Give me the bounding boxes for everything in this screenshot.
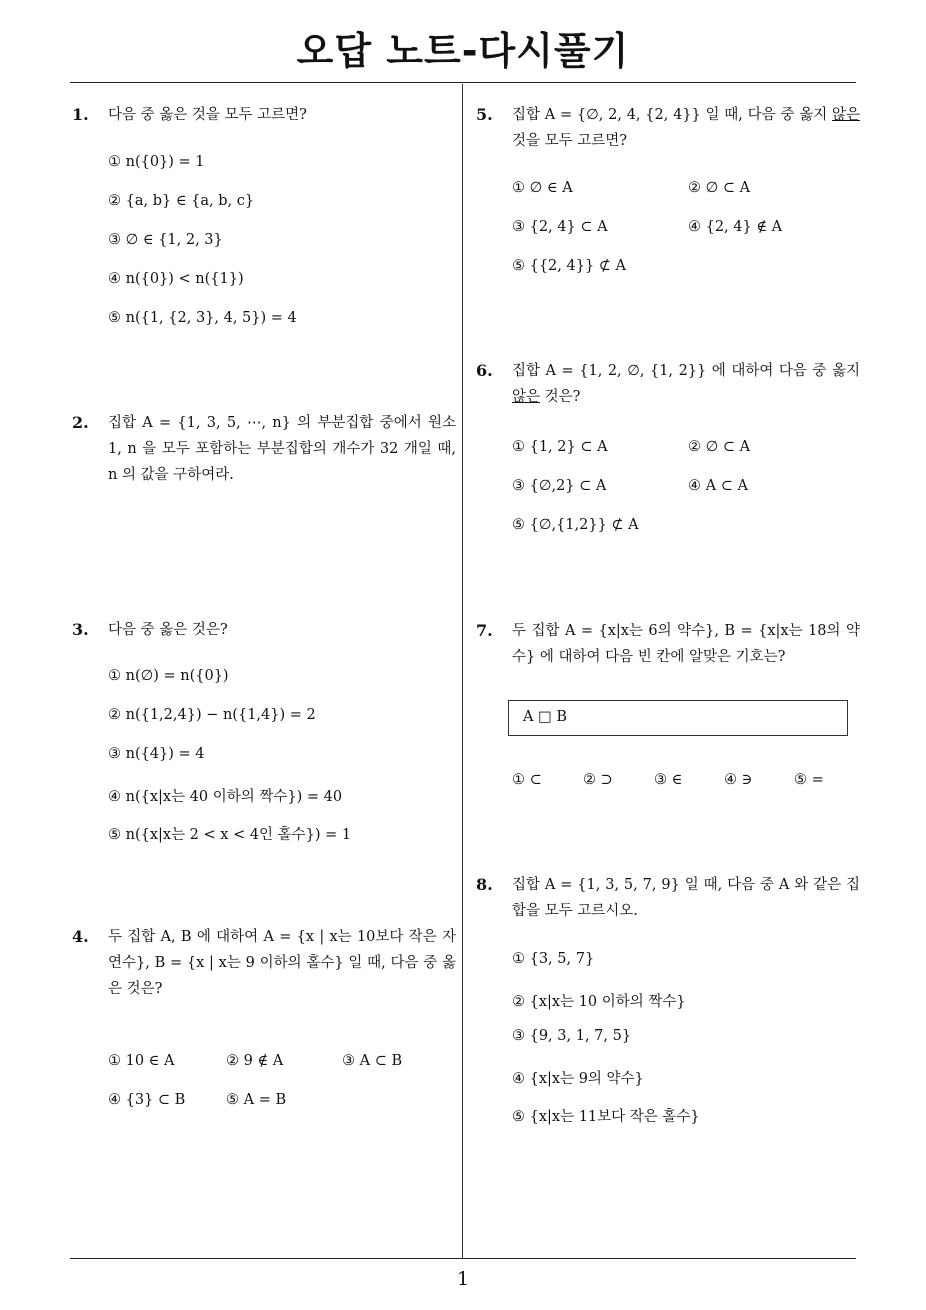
q4-option-4[interactable]: ④ {3} ⊂ B (108, 1092, 186, 1108)
bottom-rule (70, 1258, 856, 1259)
q5-option-5[interactable]: ⑤ {{2, 4}} ⊄ A (512, 258, 627, 274)
question-stem (512, 358, 860, 410)
q6-option-5[interactable]: ⑤ {∅,{1,2}} ⊄ A (512, 517, 639, 533)
q7-option-4[interactable]: ④ ∋ (724, 772, 753, 788)
question-number: 3. (72, 620, 89, 639)
stem-text: 것은? (540, 389, 581, 405)
q8-option-1[interactable]: ① {3, 5, 7} (512, 951, 595, 967)
top-rule (70, 82, 856, 83)
q7-option-5[interactable]: ⑤ = (794, 772, 824, 788)
question-6 (476, 358, 860, 410)
question-stem: 다음 중 옳은 것은? (108, 622, 228, 638)
question-number: 5. (476, 105, 493, 124)
q4-option-1[interactable]: ① 10 ∈ A (108, 1053, 175, 1069)
stem-underlined: 않은 (831, 107, 860, 123)
q7-option-1[interactable]: ① ⊂ (512, 772, 542, 788)
question-stem (512, 102, 860, 154)
stem-text: 집합 A = {∅, 2, 4, {2, 4}} 일 때, 다음 중 옳지 (512, 107, 832, 123)
q1-option-4[interactable]: ④ n({0}) < n({1}) (108, 271, 244, 287)
q1-option-1[interactable]: ① n({0}) = 1 (108, 154, 205, 170)
q3-option-5[interactable]: ⑤ n({x|x는 2 < x < 4인 홀수}) = 1 (108, 827, 352, 843)
question-number: 2. (72, 413, 89, 432)
question-stem: 두 집합 A = {x|x는 6의 약수}, B = {x|x는 18의 약수} 에 대하여 다음 빈 칸에 알맞은 기호는? (512, 623, 860, 665)
column-divider (462, 84, 463, 1258)
q8-option-2[interactable]: ② {x|x는 10 이하의 짝수} (512, 994, 686, 1010)
q1-option-2[interactable]: ② {a, b} ∈ {a, b, c} (108, 193, 255, 209)
q5-option-3[interactable]: ③ {2, 4} ⊂ A (512, 219, 608, 235)
question-number: 7. (476, 621, 493, 640)
q3-option-2[interactable]: ② n({1,2,4}) − n({1,4}) = 2 (108, 707, 316, 723)
q8-option-5[interactable]: ⑤ {x|x는 11보다 작은 홀수} (512, 1109, 700, 1125)
q4-option-5[interactable]: ⑤ A = B (226, 1092, 287, 1108)
stem-text: 집합 A = {1, 2, ∅, {1, 2}} 에 대하여 다음 중 옳지 (512, 363, 860, 379)
question-number: 6. (476, 361, 493, 380)
question-3 (72, 617, 456, 643)
q6-option-4[interactable]: ④ A ⊂ A (688, 478, 748, 494)
q5-option-4[interactable]: ④ {2, 4} ∉ A (688, 219, 783, 235)
q6-option-1[interactable]: ① {1, 2} ⊂ A (512, 439, 608, 455)
page-number: 1 (456, 1268, 470, 1290)
q3-option-4[interactable]: ④ n({x|x는 40 이하의 짝수}) = 40 (108, 789, 343, 805)
answer-box (508, 700, 848, 736)
q7-option-2[interactable]: ② ⊃ (583, 772, 613, 788)
q3-option-1[interactable]: ① n(∅) = n({0}) (108, 668, 229, 684)
question-8 (476, 872, 860, 924)
question-5 (476, 102, 860, 154)
question-1 (72, 102, 456, 128)
q7-option-3[interactable]: ③ ∈ (654, 772, 683, 788)
page-title: 오답 노트-다시풀기 (296, 29, 630, 73)
q3-option-3[interactable]: ③ n({4}) = 4 (108, 746, 205, 762)
stem-underlined: 않은 (512, 389, 541, 405)
question-number: 1. (72, 105, 89, 124)
question-2 (72, 410, 456, 488)
q1-option-5[interactable]: ⑤ n({1, {2, 3}, 4, 5}) = 4 (108, 310, 297, 326)
q8-option-3[interactable]: ③ {9, 3, 1, 7, 5} (512, 1028, 632, 1044)
q1-option-3[interactable]: ③ ∅ ∈ {1, 2, 3} (108, 232, 223, 248)
question-stem: 집합 A = {1, 3, 5, 7, 9} 일 때, 다음 중 A 와 같은 집합을 모두 고르시오. (512, 877, 860, 919)
box-expression: A □ B (523, 709, 568, 725)
stem-text: 것을 모두 고르면? (512, 133, 628, 149)
question-number: 8. (476, 875, 493, 894)
question-4 (72, 924, 456, 1002)
q4-option-3[interactable]: ③ A ⊂ B (342, 1053, 403, 1069)
q8-option-4[interactable]: ④ {x|x는 9의 약수} (512, 1071, 644, 1087)
question-stem: 집합 A = {1, 3, 5, ⋯, n} 의 부분집합 중에서 원소 1, n 을 모두 포함하는 부분집합의 개수가 32 개일 때, n 의 값을 구하여라. (108, 415, 456, 483)
question-stem: 다음 중 옳은 것을 모두 고르면? (108, 107, 307, 123)
question-stem: 두 집합 A, B 에 대하여 A = {x | x는 10보다 작은 자연수}, B = {x | x는 9 이하의 홀수} 일 때, 다음 중 옳은 것은? (108, 929, 456, 997)
question-7 (476, 618, 860, 670)
q5-option-1[interactable]: ① ∅ ∈ A (512, 180, 573, 196)
q5-option-2[interactable]: ② ∅ ⊂ A (688, 180, 751, 196)
question-number: 4. (72, 927, 89, 946)
q6-option-2[interactable]: ② ∅ ⊂ A (688, 439, 751, 455)
q6-option-3[interactable]: ③ {∅,2} ⊂ A (512, 478, 607, 494)
q4-option-2[interactable]: ② 9 ∉ A (226, 1053, 284, 1069)
